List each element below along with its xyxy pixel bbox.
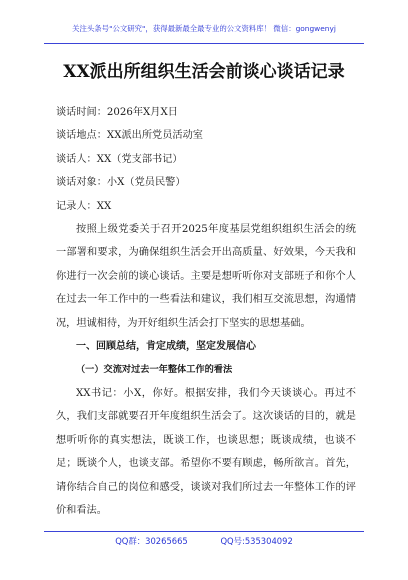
meta-target: 谈话对象：小X（党员民警） (56, 177, 186, 189)
meta-place: 谈话地点：XX派出所党员活动室 (56, 130, 203, 142)
meta-talker: 谈话人：XX（党支部书记） (56, 153, 183, 165)
document-body (56, 101, 356, 522)
meta-time: 谈话时间：2026年X月X日 (56, 107, 178, 118)
bottom-banner (0, 535, 408, 547)
top-divider (44, 43, 364, 44)
intro-paragraph: 按照上级党委关于召开2025年度基层党组织组织生活会的统一部署和要求，为确保组织生活会开出高质量、好效果，今天我和你进行一次会前的谈心谈话。主要是想听听你对支部班子和你个人在过去一年工作中的一些看法和建议，我们相互交流思想，沟通情况，坦诚相待，为开好组织生活会打下坚实的思想基础。 (56, 224, 356, 329)
dialogue-paragraph: XX书记：小X，你好。根据安排，我们今天谈谈心。再过不久，我们支部就要召开年度组织生活会了。这次谈话的目的，就是想听听你的真实想法，既谈工作，也谈思想；既谈成绩，也谈不足；既谈个人，也谈支部。希望你不要有顾虑，畅所欲言。首先，请你结合自己的岗位和感受，谈谈对我们所过去一年整体工作的评价和看法。 (56, 387, 356, 516)
document-title: XX派出所组织生活会前谈心谈话记录 (63, 62, 345, 82)
bottom-divider (44, 531, 364, 532)
qq-number-text: QQ号:535304092 (220, 536, 293, 546)
subsection-heading: （一）交流对过去一年整体工作的看法 (76, 364, 233, 376)
section-heading: 一、回顾总结，肯定成绩，坚定发展信心 (76, 341, 256, 353)
meta-recorder: 记录人：XX (56, 200, 112, 212)
top-banner: 关注头条号"公文研究"，获得最新最全最专业的公文资料库！ 微信：gongwenyj (72, 24, 336, 33)
qq-group-text: QQ群：30265665 (115, 536, 188, 546)
